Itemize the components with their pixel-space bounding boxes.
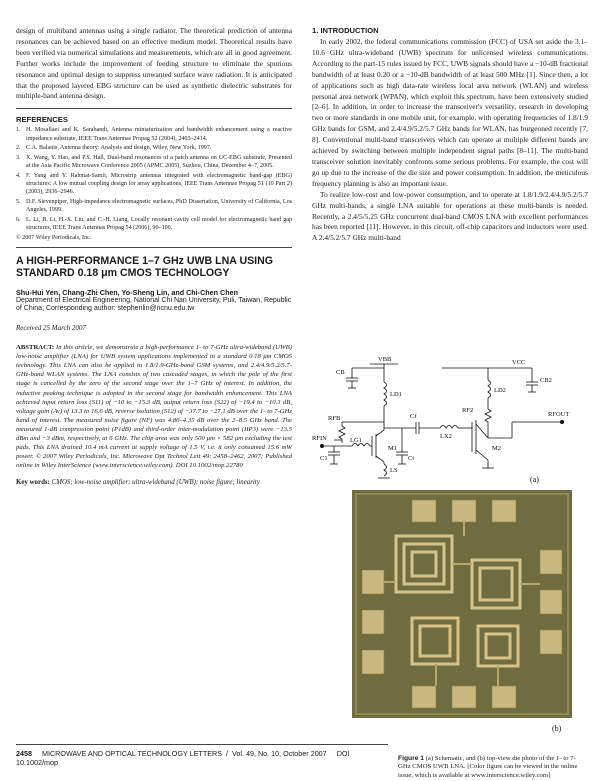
m1-label: M1 (388, 445, 398, 452)
divider (16, 108, 292, 109)
references-heading: REFERENCES (16, 115, 68, 125)
footer-doi: DOI 10.1002/mop (16, 749, 350, 767)
abstract: ABSTRACT: In this article, we demonstrate a high-performance 1- to 7-GHz ultra-wideband (UWB) low-noise amplifier (LNA) for UWB system applications implemented in a standard 0.18 μm CMOS technology. This LNA can also be applied to 1.8/1.9-GHz-band GSM systems, and 2.4/4.9/5.2/5.7-GHz-band WLAN systems. The LNA consists of two cascaded stages, in which the pole of the first stage is cancelled by the zero of the second stage over the 1–7 GHz of interest. In addition, the inductive peaking technique is adopted in the second stage for bandwidth enhancement. This LNA achieved input return loss (S11) of −10 to −15.3 dB, output return loss (S22) of −19.4 to −10.3 dB, voltage gain (Av) of 13.3 to 16.6 dB, reverse isolation (S12) of −37.7 to −27.1 dB over the 1- to 7-GHz band of interest. The measured noise figure (NF) was 4.86–4.35 dB over the 2–8.5 GHz band. The measured 1-dB compression point (P1dB) and third-order inter-modulation point (IIP3) were −13.5 dBm and −3 dBm, respectively, at 6 GHz. The chip area was only 500 μm × 582 μm excluding the test pads. This LNA drained 10.4 mA current at supply voltage of 1.5 V, i.e. it only consumed 15.6 mW power. © 2007 Wiley Periodicals, Inc. Microwave Opt Technol Lett 49: 2458–2462, 2007; Published online in Wiley InterScience (www.interscience.wiley.com). DOI 10.1002/mop.22780 (16, 344, 292, 470)
affiliation: Department of Electrical Engineering, National Chi Nan University, Puli, Taiwan, Republic of China; Corresponding author: stephenlin@ncnu.edu.tw (16, 296, 292, 313)
page-number: 2458 (16, 749, 32, 758)
panel-a-label: (a) (530, 475, 539, 484)
ls-inductor (384, 464, 387, 476)
ld2-inductor (488, 380, 491, 398)
lx2-label: LX2 (440, 433, 452, 440)
die-photo-figure (352, 490, 588, 740)
rf2-resistor (485, 406, 491, 425)
copyright-line: © 2007 Wiley Periodicals, Inc. (16, 235, 92, 242)
volume-info: Vol. 49, No. 10, October 2007 (231, 749, 327, 758)
ld1-inductor (384, 382, 387, 406)
intro-body-paragraph-2: To realize low-cost and low-power consumption, and to operate at 1.8/1.9/2.4/4.9/5.2/5.7 GHz multi-bands, a single LNA suitable for operations at these multi-bands is needed. Recently, a 2.4/5/5.25 GHz concurrent dual-band CMOS LNA with excellent performances has been reported [11]. However, in this circuit, off-chip capacitors and inductors were used. A 2.4/5.2/5.7 GHz multi-band (312, 189, 588, 243)
author-list: Shu-Hui Yen, Chang-Zhi Chen, Yo-Sheng Lin, and Chi-Chen Chen (16, 287, 239, 297)
lg1-label: LG1 (350, 437, 362, 444)
ld1-label: LD1 (390, 391, 402, 398)
cb2-label: CB2 (540, 377, 552, 384)
reference-item: 4. F. Yang and Y. Rahmat-Samii, Microstrip antennas integrated with electromagnetic band-gap (EBG) structures: A low mutual coupling design for array applications, IEEE Trans Antennas Propag 51 (10 Part 2) (2003), 2936–2946. (16, 172, 292, 196)
lx2-inductor (440, 426, 458, 429)
rfin-label: RFIN (312, 435, 327, 442)
reference-item: 1. H. Mosallaei and K. Sarabandi, Antenna miniaturization and bandwidth enhancement using a reactive impedance substrate, IEEE Trans Antennas Propag 52 (2004), 2403–2414. (16, 127, 292, 142)
reference-list (16, 126, 292, 232)
reference-item: 6. L. Li, B. Li, H.-X. Liu, and C.-H. Liang, Locally resonant cavity cell model for electromagnetic band gap structures, IEEE Trans Antennas Propag 54 (2006), 90–100. (16, 216, 292, 232)
footer-rule (16, 744, 388, 745)
cb-label: CB (336, 369, 345, 376)
c1-label: C1 (320, 455, 328, 462)
article-divider (16, 247, 292, 248)
rf2-label: RF2 (462, 407, 474, 414)
vcc-label: VCC (512, 359, 526, 366)
left-column (16, 26, 292, 487)
journal-name: MICROWAVE AND OPTICAL TECHNOLOGY LETTERS (42, 749, 222, 758)
intro-body-paragraph: In early 2002, the federal communications commission (FCC) of USA set aside the 3.1–10.6 GHz ultra-wideband (UWB) spectrum for unlicensed wireless communications. According to the part-15 rules issued by FCC, UWB signals should have a −10-dB fractional bandwidth of at least 0.20 or a −10-dB bandwidth of at least 500 MHz [1]. Since then, a lot of applications such as high data-rate wireless local area network (WLAN) and wireless personal area network (WPAN), which exploit this spectrum, have been extensively studied [2–6]. In addition, in order to increase the transceiver's versatility, research in developing two or more standards in one mobile unit, for example, with operating frequencies of 1.8/1.9 GHz bands for GSM, and 2.4/4.9/5.2/5.7 GHz bands for WLAN, has burgeoned recently [7, 8]. Conventional multi-band transceivers which can operate at multiple different bands are achieved by switching between multiple independent signal paths [8–11]. The multi-band transceiver solution inevitably confronts some serious problems. For example, the cost will go up due to the increase of the die size and power consumption. In addition, the meticulous frequency planning is also an important issue. (312, 37, 588, 188)
reference-item: 2. C.A. Balanis, Antenna theory: Analysis and design, Wiley, New York, 1997. (16, 145, 212, 152)
cf-label: Cf (410, 413, 417, 420)
reference-item: 3. X. Wang, Y. Hao, and P.S. Hall, Dual-band resonances of a patch antenna on UC-EBG substrate, Presented at the Asia Pacific Microwave Conference 2005 (APMC 2005), Suzhou, China, December 4–7, 2005. (16, 154, 292, 170)
article-title: A HIGH-PERFORMANCE 1–7 GHz UWB LNA USING STANDARD 0.18 μm CMOS TECHNOLOGY (16, 255, 274, 280)
panel-b-label: (b) (552, 724, 562, 733)
right-column (312, 26, 588, 244)
lna-schematic (312, 352, 588, 484)
ls-label: LS (390, 467, 398, 474)
ct-label: Ct (408, 455, 415, 462)
ld2-label: LD2 (494, 387, 506, 394)
die-photo (352, 490, 572, 718)
keywords: Key words: CMOS; low-noise amplifier; ultra-wideband (UWB); noise figure; linearity (16, 479, 260, 487)
section-heading: 1. INTRODUCTION (312, 26, 379, 35)
figure-caption: Figure 1 (a) Schematic, and (b) top-view die photo of the 1- to 7-GHz CMOS UWB LNA. [Color figure can be viewed in the online issue, which is available at www.interscience.wiley.com] (398, 754, 578, 780)
vbb-label: VBB (378, 356, 392, 363)
rfb-label: RFB (328, 415, 341, 422)
intro-paragraph: design of multiband antennas using a single radiator. The theoretical prediction of antenna resonances can be achieved based on an effective medium model. Theoretical results have been verified via numerical simulations and measurements, which are all in good agreement. Further works include the improvement of feeding structure to eliminate the spurious resonance and optimal design to suppress unwanted surface wave radiation. It is anticipated that the proposed layered EBG structure can be used as synthetic dielectric substrates for multiple-band antenna design. (16, 26, 292, 101)
received-date: Received 25 March 2007 (16, 324, 86, 333)
page-footer: 2458 MICROWAVE AND OPTICAL TECHNOLOGY LETTERS / Vol. 49, No. 10, October 2007 DOI 10.1002/mop (16, 749, 350, 767)
rfout-label: RFOUT (548, 411, 570, 418)
m2-label: M2 (492, 445, 502, 452)
reference-item: 5. D.F. Sievenpiper, High-impedance electromagnetic surfaces, PhD Dissertation, University of California, Los Angeles, 1999. (16, 198, 292, 214)
